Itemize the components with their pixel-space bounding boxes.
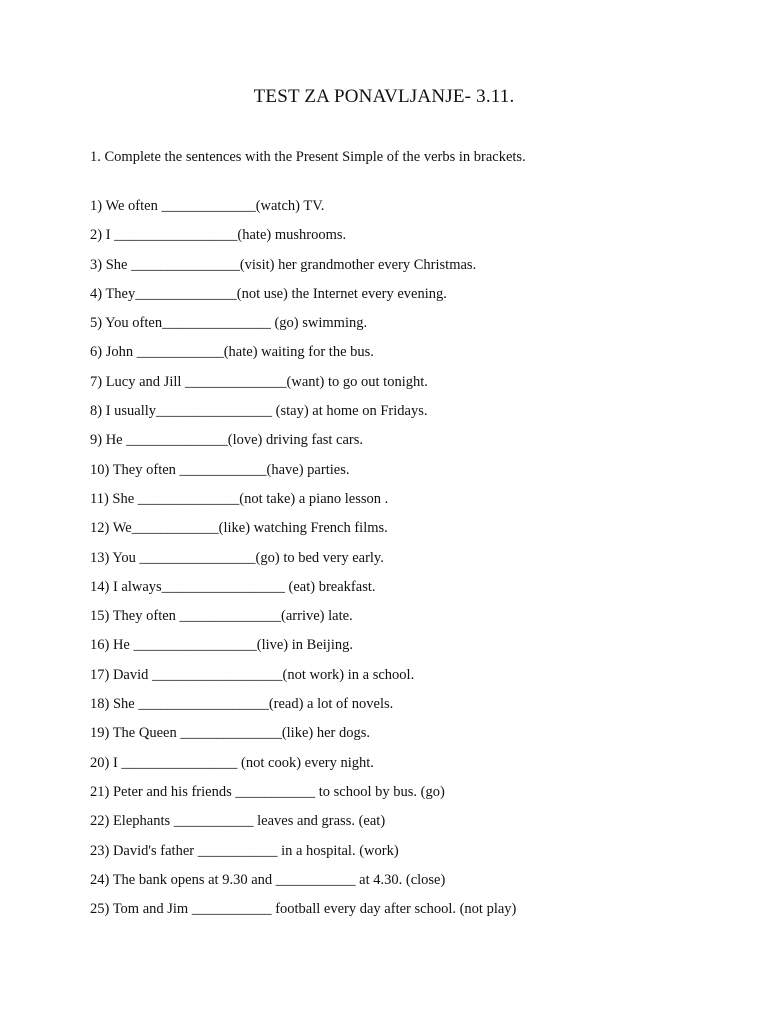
exercise-item-16: 16) He _________________(live) in Beijing. xyxy=(90,637,353,654)
exercise-item-12: 12) We____________(like) watching French films. xyxy=(90,520,388,537)
exercise-item-21: 21) Peter and his friends ___________ to school by bus. (go) xyxy=(90,783,445,800)
exercise-item-22: 22) Elephants ___________ leaves and grass. (eat) xyxy=(90,813,386,830)
exercise-item-4: 4) They______________(not use) the Internet every evening. xyxy=(90,285,447,302)
exercise-item-25: 25) Tom and Jim ___________ football every day after school. (not play) xyxy=(90,901,517,918)
exercise-item-6: 6) John ____________(hate) waiting for the bus. xyxy=(90,344,374,361)
exercise-list xyxy=(90,196,516,928)
exercise-item-24: 24) The bank opens at 9.30 and ___________ at 4.30. (close) xyxy=(90,871,446,888)
exercise-item-8: 8) I usually________________ (stay) at home on Fridays. xyxy=(90,403,428,420)
exercise-instruction: 1. Complete the sentences with the Present Simple of the verbs in brackets. xyxy=(90,149,526,165)
exercise-item-1: 1) We often _____________(watch) TV. xyxy=(90,198,325,214)
exercise-item-14: 14) I always_________________ (eat) breakfast. xyxy=(90,578,376,595)
exercise-item-7: 7) Lucy and Jill ______________(want) to go out tonight. xyxy=(90,373,428,390)
page-title: TEST ZA PONAVLJANJE- 3.11. xyxy=(253,86,515,107)
exercise-item-2: 2) I _________________(hate) mushrooms. xyxy=(90,227,347,244)
exercise-item-10: 10) They often ____________(have) parties. xyxy=(90,461,350,478)
exercise-item-19: 19) The Queen ______________(like) her dogs. xyxy=(90,725,371,742)
exercise-item-23: 23) David's father ___________ in a hospital. (work) xyxy=(90,842,399,859)
exercise-item-11: 11) She ______________(not take) a piano lesson . xyxy=(90,490,389,507)
exercise-item-15: 15) They often ______________(arrive) late. xyxy=(90,608,353,625)
exercise-item-5: 5) You often_______________ (go) swimming. xyxy=(90,315,368,332)
exercise-item-3: 3) She _______________(visit) her grandmother every Christmas. xyxy=(90,256,477,273)
exercise-item-18: 18) She __________________(read) a lot of novels. xyxy=(90,696,394,713)
exercise-item-13: 13) You ________________(go) to bed very early. xyxy=(90,549,384,566)
exercise-item-9: 9) He ______________(love) driving fast cars. xyxy=(90,432,364,449)
exercise-item-17: 17) David __________________(not work) in a school. xyxy=(90,666,415,683)
exercise-item-20: 20) I ________________ (not cook) every night. xyxy=(90,754,374,771)
